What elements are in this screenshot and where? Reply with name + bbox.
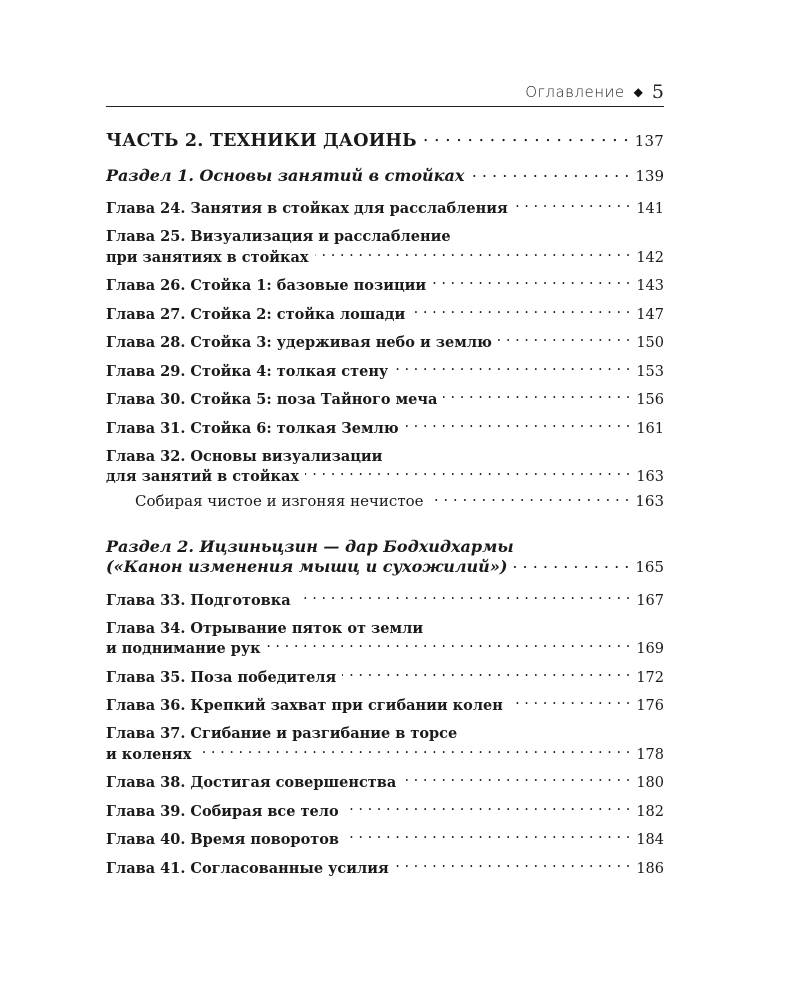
toc-chapter-33[interactable] <box>106 590 664 611</box>
table-of-contents <box>106 128 664 887</box>
leader-dots <box>267 639 631 654</box>
toc-chapter-38[interactable] <box>106 773 664 794</box>
chapter-page: 182 <box>636 803 664 820</box>
section-page: 165 <box>635 558 664 576</box>
toc-chapter-27[interactable] <box>106 304 664 325</box>
book-page <box>106 0 664 1000</box>
chapter-title: Глава 29. Стойка 4: толкая стену <box>106 362 389 380</box>
subentry-title: Собирая чистое и изгоняя нечистое <box>135 492 424 510</box>
leader-dots <box>513 556 629 572</box>
part-title: ЧАСТЬ 2. ТЕХНИКИ ДАОИНЬ <box>106 130 417 151</box>
chapter-title: Глава 36. Крепкий захват при сгибании колен <box>106 697 503 714</box>
toc-chapter-37[interactable] <box>106 724 664 765</box>
chapter-page: 143 <box>636 278 664 294</box>
toc-chapter-30[interactable] <box>106 390 664 411</box>
toc-chapter-31[interactable] <box>106 418 664 439</box>
chapter-title: Глава 31. Стойка 6: толкая Землю <box>106 419 399 437</box>
chapter-page: 150 <box>636 335 664 351</box>
chapter-title-line1: Глава 25. Визуализация и расслабление <box>106 228 451 245</box>
toc-section-1[interactable] <box>106 165 664 185</box>
leader-dots <box>514 199 631 214</box>
toc-chapter-26[interactable] <box>106 276 664 297</box>
leader-dots <box>395 858 631 873</box>
leader-dots <box>342 667 630 682</box>
chapter-title: Глава 39. Собирая все тело <box>106 802 339 820</box>
chapter-title-line2: для занятий в стойках <box>106 468 300 485</box>
leader-dots <box>345 830 630 845</box>
toc-chapter-36[interactable] <box>106 696 664 717</box>
leader-dots <box>443 390 630 405</box>
toc-chapter-28[interactable] <box>106 333 664 354</box>
subentry-page: 163 <box>635 492 664 510</box>
running-head-title: Оглавление <box>525 83 625 101</box>
toc-chapter-41[interactable] <box>106 858 664 879</box>
section-title-line2: («Канон изменения мышц и сухожилий») <box>106 557 508 576</box>
chapter-title-line2: и коленях <box>106 745 192 763</box>
chapter-page: 176 <box>636 698 664 714</box>
chapter-page: 156 <box>636 392 664 408</box>
part-page: 137 <box>634 131 664 150</box>
toc-chapter-34[interactable] <box>106 619 664 660</box>
toc-chapter-25[interactable] <box>106 227 664 268</box>
section-page: 139 <box>635 166 664 185</box>
leader-dots <box>430 491 630 506</box>
chapter-page: 141 <box>636 201 664 217</box>
leader-dots <box>470 165 629 181</box>
toc-chapter-24[interactable] <box>106 199 664 220</box>
toc-chapter-35[interactable] <box>106 667 664 688</box>
running-head <box>106 78 664 107</box>
chapter-page: 142 <box>636 249 664 266</box>
page-number: 5 <box>651 81 664 103</box>
leader-dots <box>345 801 631 816</box>
leader-dots <box>297 590 631 605</box>
section-title-line1: Раздел 2. Ицзиньцзин — дар Бодхидхармы <box>106 537 514 556</box>
leader-dots <box>305 467 630 482</box>
leader-dots <box>498 333 630 348</box>
toc-chapter-40[interactable] <box>106 830 664 851</box>
chapter-page: 186 <box>636 860 664 877</box>
chapter-page: 167 <box>636 592 664 609</box>
toc-chapter-29[interactable] <box>106 361 664 382</box>
leader-dots <box>402 773 630 788</box>
chapter-title-line2: и поднимание рук <box>106 640 261 657</box>
chapter-title: Глава 30. Стойка 5: поза Тайного меча <box>106 391 438 408</box>
chapter-title: Глава 24. Занятия в стойках для расслабления <box>106 200 508 217</box>
chapter-page: 147 <box>636 306 664 323</box>
chapter-page: 180 <box>636 775 664 791</box>
toc-chapter-32[interactable] <box>106 447 664 488</box>
leader-dots <box>423 128 629 146</box>
leader-dots <box>315 247 631 262</box>
chapter-page: 163 <box>636 469 664 485</box>
chapter-title: Глава 35. Поза победителя <box>106 668 337 686</box>
chapter-title-line1: Глава 34. Отрывание пяток от земли <box>106 619 424 637</box>
leader-dots <box>394 361 630 376</box>
chapter-title: Глава 41. Согласованные усилия <box>106 859 389 877</box>
diamond-icon: ◆ <box>633 85 643 99</box>
leader-dots <box>432 276 630 291</box>
chapter-page: 178 <box>636 746 664 763</box>
chapter-title-line1: Глава 32. Основы визуализации <box>106 447 383 465</box>
toc-subentry[interactable] <box>106 491 664 511</box>
leader-dots <box>197 744 630 759</box>
chapter-page: 161 <box>636 420 664 437</box>
chapter-title: Глава 38. Достигая совершенства <box>106 774 397 791</box>
chapter-title: Глава 40. Время поворотов <box>106 831 339 848</box>
chapter-title: Глава 28. Стойка 3: удерживая небо и землю <box>106 334 492 351</box>
chapter-page: 169 <box>636 641 664 657</box>
chapter-title: Глава 27. Стойка 2: стойка лошади <box>106 305 406 323</box>
leader-dots <box>405 418 631 433</box>
leader-dots <box>411 304 630 319</box>
chapter-page: 153 <box>636 363 664 380</box>
leader-dots <box>509 696 630 711</box>
chapter-page: 184 <box>636 832 664 848</box>
toc-part-2[interactable] <box>106 128 664 151</box>
toc-chapter-39[interactable] <box>106 801 664 822</box>
section-title: Раздел 1. Основы занятий в стойках <box>106 165 465 185</box>
chapter-title-line2: при занятиях в стойках <box>106 248 309 266</box>
toc-section-2[interactable] <box>106 537 664 576</box>
chapter-title: Глава 33. Подготовка <box>106 591 291 609</box>
chapter-title-line1: Глава 37. Сгибание и разгибание в торсе <box>106 725 458 742</box>
chapter-page: 172 <box>636 669 664 686</box>
chapter-title: Глава 26. Стойка 1: базовые позиции <box>106 277 427 294</box>
